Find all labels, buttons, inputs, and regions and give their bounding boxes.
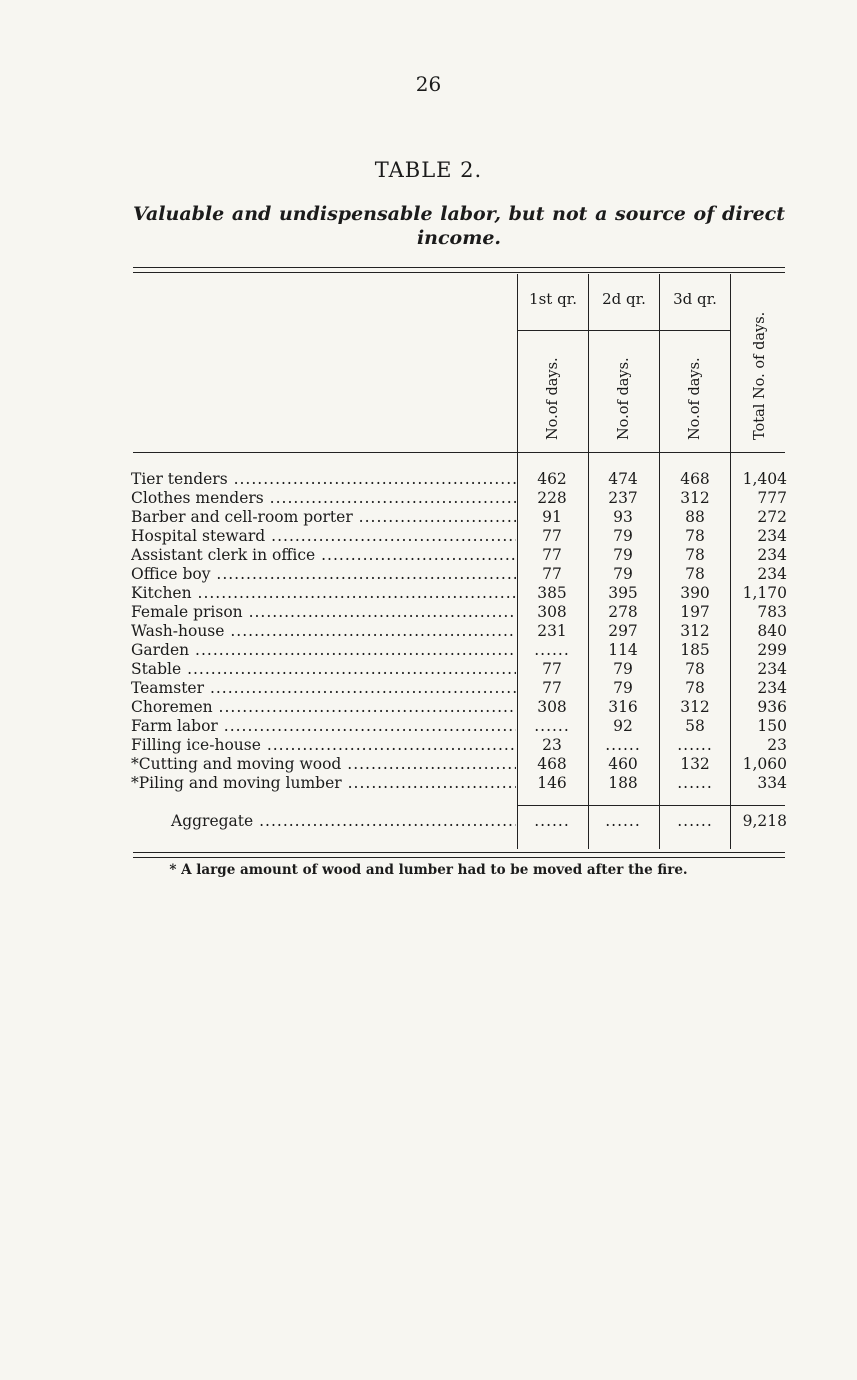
cell-q2: 474 [608,470,638,488]
header-q1: 1st qr. [529,290,577,308]
cell-q1: 77 [542,679,562,697]
cell-q1: 77 [542,546,562,564]
cell-q3: 312 [680,622,710,640]
cell-total: 840 [757,622,787,640]
cell-q2: 237 [608,489,638,507]
cell-q1: ...... [534,641,570,659]
cell-q1: 77 [542,660,562,678]
table-body [131,470,791,831]
row-label: Kitchen ..... [131,584,516,603]
cell-q1: 228 [537,489,567,507]
cell-q2: 114 [608,641,638,659]
cell-total: 23 [767,736,787,754]
cell-q1: 462 [537,470,567,488]
table-row [131,470,791,489]
cell-total: 272 [757,508,787,526]
header-bottom-rule [133,452,785,453]
row-label: Wash-house ..... [131,622,516,641]
header-total-days: Total No. of days. [752,311,768,440]
cell-total: 234 [757,660,787,678]
cell-q1: 23 [542,736,562,754]
table-row [131,717,791,736]
cell-total: 234 [757,546,787,564]
table-row [131,660,791,679]
cell-total: 234 [757,679,787,697]
cell-q2: 188 [608,774,638,792]
table-row [131,622,791,641]
aggregate-q1: ...... [534,812,570,830]
cell-q2: 93 [613,508,633,526]
header-q3: 3d qr. [673,290,717,308]
cell-total: 1,060 [742,755,787,773]
cell-q3: 390 [680,584,710,602]
cell-q3: 468 [680,470,710,488]
cell-total: 234 [757,565,787,583]
row-label: Hospital steward ..... [131,527,516,546]
cell-q3: 78 [685,565,705,583]
cell-q3: 78 [685,660,705,678]
cell-q3: 78 [685,527,705,545]
cell-q1: ...... [534,717,570,735]
cell-q3: 312 [680,698,710,716]
bottom-rule [133,852,785,853]
cell-q1: 308 [537,603,567,621]
cell-q3: 185 [680,641,710,659]
cell-q1: 77 [542,565,562,583]
table-caption: Valuable and undispensable labor, but not a source of direct income. [133,203,785,249]
cell-q1: 308 [537,698,567,716]
cell-total: 1,170 [742,584,787,602]
row-label: Assistant clerk in office ..... [131,546,516,565]
cell-q1: 146 [537,774,567,792]
table-title: TABLE 2. [374,158,483,182]
cell-q3: 88 [685,508,705,526]
cell-total: 777 [757,489,787,507]
table-row [131,698,791,717]
row-label: Barber and cell-room porter ..... [131,508,516,527]
aggregate-q3: ...... [677,812,713,830]
table-row [131,527,791,546]
aggregate-label: Aggregate ..... [131,812,516,831]
bottom-rule-inner [133,857,785,858]
cell-q2: 395 [608,584,638,602]
cell-q3: 78 [685,679,705,697]
footnote: * A large amount of wood and lumber had to be moved after the fire. [169,862,688,878]
row-label: Filling ice-house ..... [131,736,516,755]
header-q2-days: No.of days. [616,357,632,440]
cell-q2: 92 [613,717,633,735]
table-row [131,641,791,660]
row-label: Garden ..... [131,641,516,660]
cell-q2: 278 [608,603,638,621]
row-label: Choremen ..... [131,698,516,717]
table-row [131,774,791,793]
header-q3-days: No.of days. [687,357,703,440]
cell-total: 150 [757,717,787,735]
cell-q2: 297 [608,622,638,640]
aggregate-rule [518,805,785,806]
row-label: Office boy ..... [131,565,516,584]
row-label: Clothes menders ..... [131,489,516,508]
header-q2: 2d qr. [602,290,646,308]
row-label: *Cutting and moving wood ..... [131,755,516,774]
cell-q2: 79 [613,546,633,564]
cell-q2: ...... [605,736,641,754]
aggregate-row [131,812,791,831]
table-row [131,546,791,565]
table-row [131,679,791,698]
cell-total: 234 [757,527,787,545]
row-label: Female prison ..... [131,603,516,622]
row-label: Farm labor ..... [131,717,516,736]
cell-q3: 58 [685,717,705,735]
cell-q2: 460 [608,755,638,773]
table-row [131,489,791,508]
cell-total: 1,404 [742,470,787,488]
top-rule [133,267,785,268]
aggregate-q2: ...... [605,812,641,830]
cell-q2: 79 [613,660,633,678]
cell-q3: 312 [680,489,710,507]
cell-q1: 231 [537,622,567,640]
cell-total: 783 [757,603,787,621]
table-row [131,565,791,584]
page-number: 26 [415,72,442,96]
row-label: Teamster ..... [131,679,516,698]
cell-q2: 79 [613,565,633,583]
cell-q2: 316 [608,698,638,716]
table-row [131,736,791,755]
cell-q2: 79 [613,527,633,545]
row-label: *Piling and moving lumber ..... [131,774,516,793]
top-rule-inner [133,272,785,273]
table-row [131,508,791,527]
cell-total: 299 [757,641,787,659]
cell-q3: 132 [680,755,710,773]
cell-q2: 79 [613,679,633,697]
table-row [131,584,791,603]
cell-q3: ...... [677,736,713,754]
aggregate-total: 9,218 [742,812,787,830]
cell-q1: 385 [537,584,567,602]
cell-q1: 468 [537,755,567,773]
cell-total: 936 [757,698,787,716]
row-label: Stable ..... [131,660,516,679]
table-row [131,603,791,622]
cell-q3: 197 [680,603,710,621]
quarter-header-rule [518,330,730,331]
cell-q1: 77 [542,527,562,545]
cell-q3: ...... [677,774,713,792]
row-label: Tier tenders ..... [131,470,516,489]
table-row [131,755,791,774]
cell-q3: 78 [685,546,705,564]
header-q1-days: No.of days. [545,357,561,440]
cell-total: 334 [757,774,787,792]
cell-q1: 91 [542,508,562,526]
